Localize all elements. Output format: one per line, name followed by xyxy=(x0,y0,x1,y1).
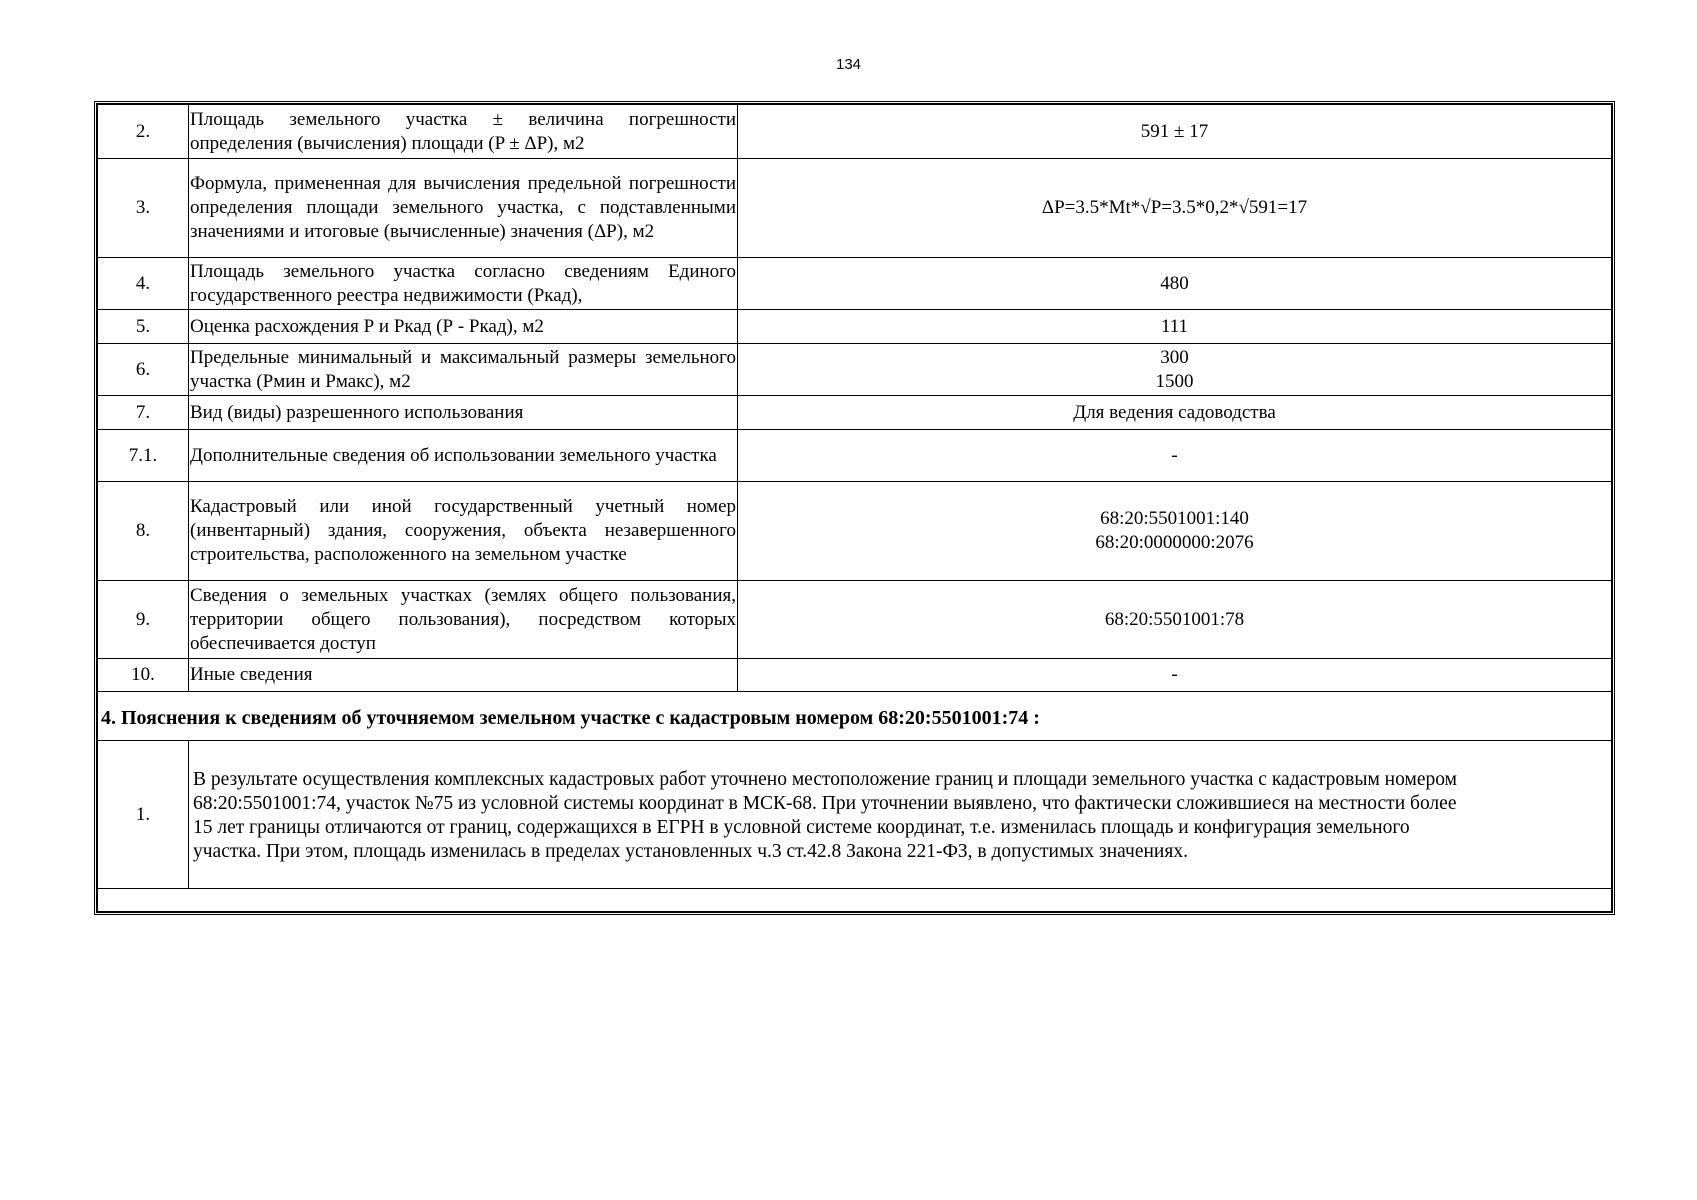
table-row xyxy=(98,659,1612,692)
value-line: 1500 xyxy=(1155,370,1194,392)
row-label: Площадь земельного участка ± величина погрешности определения (вычисления) площади (P ± ΔP), м2 xyxy=(189,105,738,159)
note-row xyxy=(98,741,1612,889)
row-label: Оценка расхождения Р и Ркад (Р - Ркад), м2 xyxy=(189,310,738,344)
row-value xyxy=(738,159,1612,258)
row-value xyxy=(738,659,1612,692)
row-value xyxy=(738,344,1612,396)
value-line: 68:20:0000000:2076 xyxy=(1095,532,1254,553)
note-line: 15 лет границы отличаются от границ, содержащихся в ЕГРН в условной системе координат, т.е. изменилась площадь и конфигурация земельного xyxy=(193,816,1410,838)
page-number: 134 xyxy=(835,56,862,73)
row-number: 8. xyxy=(98,482,189,581)
row-number: 10. xyxy=(98,659,189,692)
table-row xyxy=(98,581,1612,659)
row-value xyxy=(738,430,1612,482)
note-text xyxy=(189,741,1612,889)
info-table xyxy=(97,104,1612,912)
value-line: Для ведения садоводства xyxy=(1073,401,1276,423)
row-value xyxy=(738,581,1612,659)
note-line: 68:20:5501001:74, участок №75 из условной системы координат в МСК-68. При уточнении выявлено, что фактически сложившиеся на местности более xyxy=(193,792,1457,814)
value-line: - xyxy=(1171,664,1178,685)
table-row xyxy=(98,105,1612,159)
row-number: 2. xyxy=(98,105,189,159)
value-line: 480 xyxy=(1160,272,1189,294)
row-number: 7. xyxy=(98,396,189,430)
row-label: Дополнительные сведения об использовании земельного участка xyxy=(189,430,738,482)
row-value xyxy=(738,258,1612,310)
empty-row xyxy=(98,889,1612,912)
note-line: участка. При этом, площадь изменилась в пределах установленных ч.3 ст.42.8 Закона 221-ФЗ, в допустимых значениях. xyxy=(193,840,1188,862)
note-number: 1. xyxy=(98,741,189,889)
value-line: ΔP=3.5*Mt*√P=3.5*0,2*√591=17 xyxy=(1041,197,1308,218)
value-line: 591 ± 17 xyxy=(1140,120,1209,142)
row-value xyxy=(738,310,1612,344)
empty-cell xyxy=(98,889,1612,912)
row-value xyxy=(738,482,1612,581)
value-line: 68:20:5501001:140 xyxy=(1100,508,1249,529)
row-number: 9. xyxy=(98,581,189,659)
table-row xyxy=(98,482,1612,581)
row-label: Иные сведения xyxy=(189,659,738,692)
value-line: 300 xyxy=(1160,346,1189,368)
section-header-row xyxy=(98,692,1612,741)
row-number: 3. xyxy=(98,159,189,258)
row-value xyxy=(738,105,1612,159)
value-line: 111 xyxy=(1160,315,1189,337)
table-row xyxy=(98,344,1612,396)
row-number: 4. xyxy=(98,258,189,310)
table-row xyxy=(98,310,1612,344)
row-number: 7.1. xyxy=(98,430,189,482)
row-label: Формула, примененная для вычисления предельной погрешности определения площади земельного участка, с подставленными значениями и итоговые (вычисленные) значения (ΔP), м2 xyxy=(189,159,738,258)
row-label: Предельные минимальный и максимальный размеры земельного участка (Рмин и Рмакс), м2 xyxy=(189,344,738,396)
note-line: В результате осуществления комплексных кадастровых работ уточнено местоположение границ и площади земельного участка с кадастровым номером xyxy=(193,768,1457,790)
table-row xyxy=(98,396,1612,430)
table-row xyxy=(98,159,1612,258)
section-title: 4. Пояснения к сведениям об уточняемом земельном участке с кадастровым номером 68:20:5501001:74 : xyxy=(98,692,1612,741)
row-value xyxy=(738,396,1612,430)
row-label: Вид (виды) разрешенного использования xyxy=(189,396,738,430)
row-number: 6. xyxy=(98,344,189,396)
table-row xyxy=(98,258,1612,310)
info-table-frame xyxy=(94,101,1615,915)
value-line: - xyxy=(1171,444,1178,466)
row-label: Кадастровый или иной государственный учетный номер (инвентарный) здания, сооружения, объекта незавершенного строительства, расположенного на земельном участке xyxy=(189,482,738,581)
table-row xyxy=(98,430,1612,482)
row-number: 5. xyxy=(98,310,189,344)
row-label: Сведения о земельных участках (землях общего пользования, территории общего пользования), посредством которых обеспечивается доступ xyxy=(189,581,738,659)
value-line: 68:20:5501001:78 xyxy=(1104,608,1245,630)
row-label: Площадь земельного участка согласно сведениям Единого государственного реестра недвижимости (Ркад), xyxy=(189,258,738,310)
